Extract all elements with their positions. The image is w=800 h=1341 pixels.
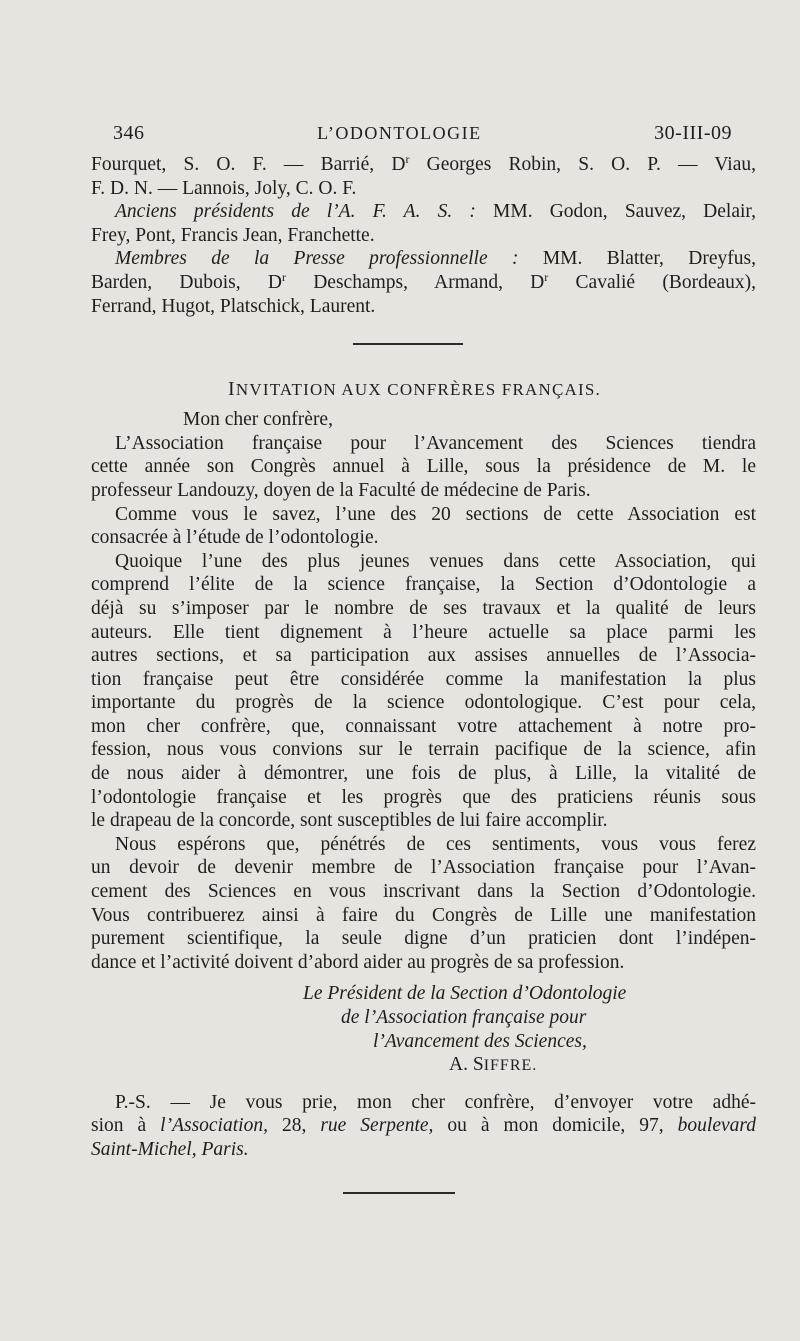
salutation: Mon cher confrère,	[183, 409, 333, 431]
text-line: purement scientifique, la seule digne d’un praticien dont l’indépen-	[91, 928, 756, 950]
text-line: déjà su s’imposer par le nombre de ses travaux et la qualité de leurs	[91, 597, 756, 619]
separator-rule	[343, 1192, 455, 1194]
text-line: L’Association française pour l’Avancement des Sciences tiendra	[115, 432, 756, 454]
text-line: professeur Landouzy, doyen de la Faculté de médecine de Paris.	[91, 479, 591, 501]
text-line: le drapeau de la concorde, sont susceptibles de lui faire accomplir.	[91, 810, 608, 832]
text-line: Fourquet, S. O. F. — Barrié, $D^r$ Georges Robin, S. O. P. — Viau,	[91, 152, 756, 175]
text-line: importante du progrès de la science odontologique. C’est pour cela,	[91, 692, 756, 714]
text-line: sion à l’Association, 28, rue Serpente, ou à mon domicile, 97, boulevard	[91, 1115, 757, 1137]
signature-line: de l’Association française pour	[341, 1007, 587, 1028]
text-line: de nous aider à démontrer, une fois de plus, à Lille, la vitalité de	[91, 763, 756, 785]
issue-date: 30-III-09	[654, 122, 732, 144]
text-line: F. D. N. — Lannois, Joly, C. O. F.	[91, 177, 357, 199]
text-line: autres sections, et sa participation aux assises annuelles de l’Associa-	[91, 645, 756, 667]
text-line: Quoique l’une des plus jeunes venues dans cette Association, qui	[115, 550, 756, 572]
text-line: dance et l’activité doivent d’abord aider au progrès de sa profession.	[91, 951, 625, 973]
text-line: mon cher confrère, que, connaissant votre attachement à notre pro-	[91, 715, 756, 737]
text-line: Vous contribuerez ainsi à faire du Congrès de Lille une manifestation	[91, 904, 756, 926]
text-line: P.-S. — Je vous prie, mon cher confrère, d’envoyer votre adhé-	[115, 1091, 756, 1113]
text-line: Nous espérons que, pénétrés de ces sentiments, vous vous ferez	[115, 833, 756, 855]
signature-line: l’Avancement des Sciences,	[373, 1030, 587, 1052]
text-line: fession, nous vous convions sur le terrain pacifique de la science, afin	[91, 739, 756, 761]
text-line: Frey, Pont, Francis Jean, Franchette.	[91, 224, 375, 246]
signature-line: Le Président de la Section d’Odontologie	[303, 983, 627, 1005]
text-line: cement des Sciences en vous inscrivant dans la Section d’Odontologie.	[91, 881, 756, 903]
running-header	[113, 122, 732, 145]
text-line: Comme vous le savez, l’une des 20 sections de cette Association est	[115, 503, 756, 525]
section-heading: INVITATION AUX CONFRÈRES FRANÇAIS.	[228, 378, 601, 401]
journal-title: L’ODONTOLOGIE	[317, 123, 482, 143]
text-line: Membres de la Presse professionnelle : MM. Blatter, Dreyfus,	[115, 248, 756, 270]
text-line: Ferrand, Hugot, Platschick, Laurent.	[91, 295, 376, 317]
text-line: Anciens présidents de l’A. F. A. S. : MM. Godon, Sauvez, Delair,	[115, 201, 756, 223]
text-line: l’odontologie française et les progrès que des praticiens réunis sous	[91, 786, 756, 808]
text-line: consacrée à l’étude de l’odontologie.	[91, 527, 379, 549]
text-line: un devoir de devenir membre de l’Association française pour l’Avan-	[91, 857, 756, 879]
signature-block	[91, 982, 756, 1076]
postscript	[91, 1091, 756, 1162]
committee-list	[91, 153, 756, 318]
letter-body	[91, 432, 756, 975]
page-body	[91, 153, 756, 1194]
page-number: 346	[113, 122, 145, 144]
text-line: auteurs. Elle tient dignement à l’heure actuelle sa place parmi les	[91, 621, 756, 643]
text-line: cette année son Congrès annuel à Lille, sous la présidence de M. le	[91, 456, 756, 478]
separator-rule	[353, 343, 463, 345]
text-line: Barden, Dubois, $D^r$ Deschamps, Armand, $D^r$ Cavalié (Bordeaux),	[91, 269, 757, 293]
signatory-name: A. SIFFRE.	[449, 1054, 538, 1076]
text-line: comprend l’élite de la science française, la Section d’Odontologie a	[91, 574, 756, 596]
text-line: tion française peut être considérée comme la manifestation la plus	[91, 668, 756, 690]
text-line: Saint-Michel, Paris.	[91, 1138, 249, 1160]
